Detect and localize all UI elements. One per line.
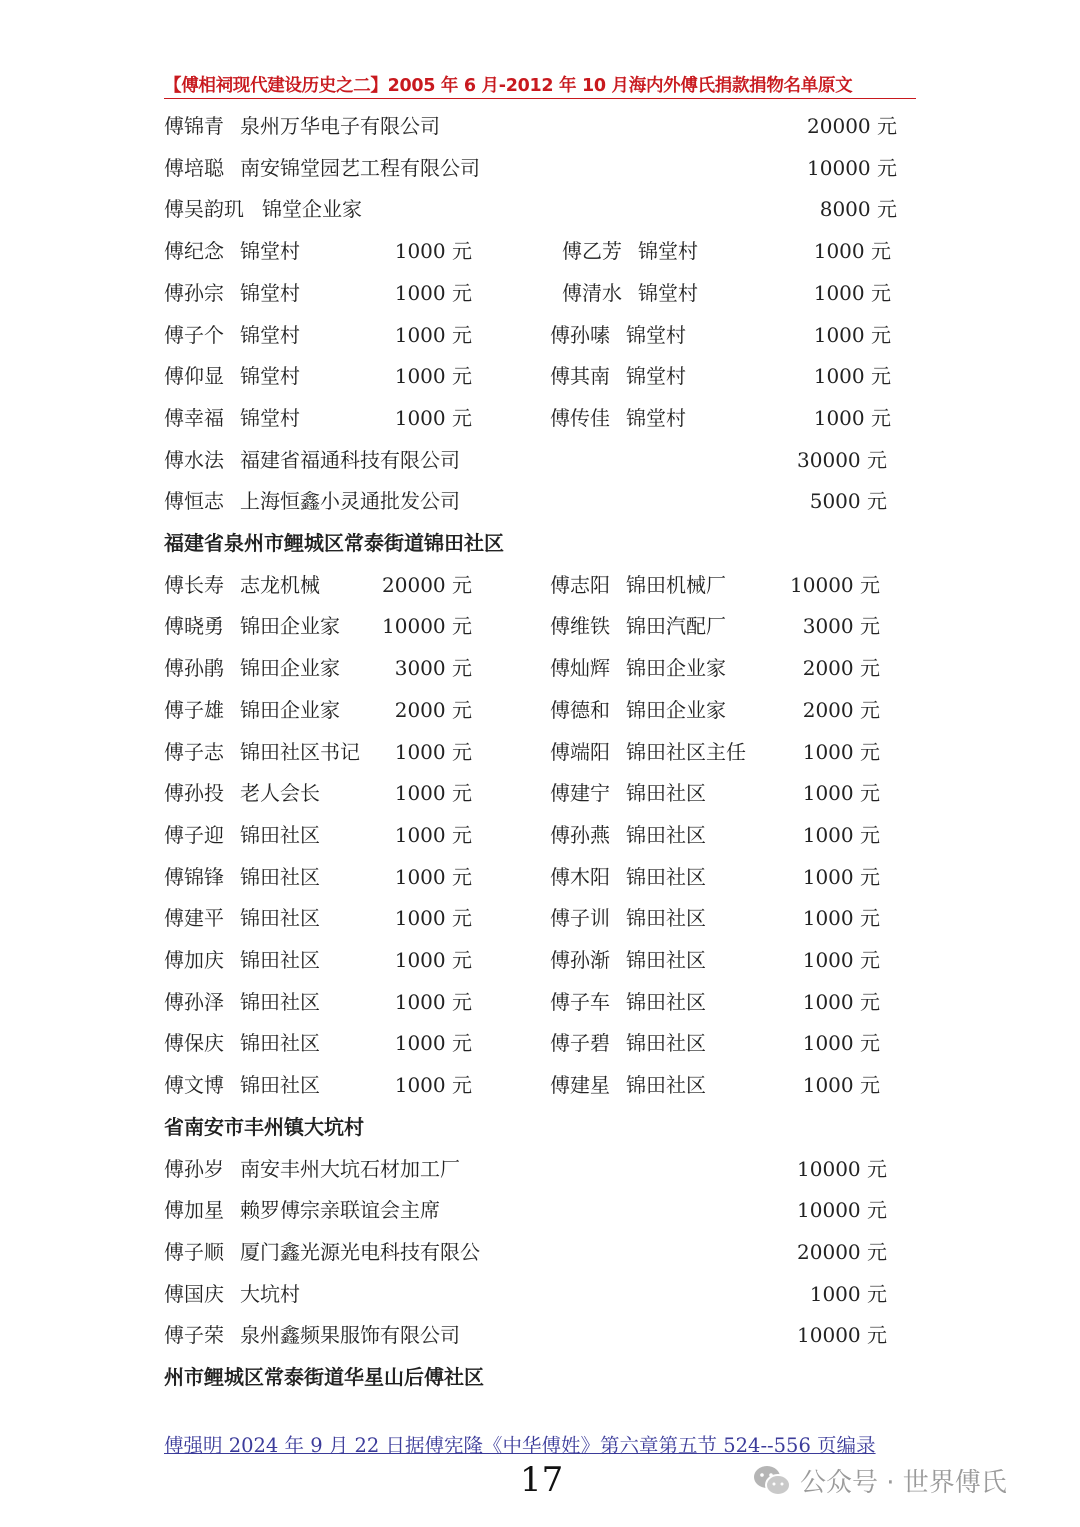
donor-name: 傅乙芳 (562, 239, 622, 264)
donor-row (0, 1190, 1080, 1230)
donor-affiliation: 锦堂村 (240, 322, 300, 347)
donor-row (0, 315, 1080, 355)
donor-affiliation: 泉州万华电子有限公司 (240, 114, 440, 138)
donor-name: 傅传佳 (550, 405, 610, 430)
donor-name: 傅锦锋 (164, 864, 224, 889)
donor-row (0, 857, 1080, 897)
donation-amount: 1000 元 (802, 1073, 880, 1098)
donor-affiliation: 锦田社区书记 (240, 739, 360, 764)
donor-name: 傅孙投 (164, 781, 224, 806)
donor-affiliation: 锦田汽配厂 (626, 614, 726, 639)
donor-name: 傅建星 (550, 1073, 610, 1098)
donor-row (0, 982, 1080, 1022)
donor-name: 傅子迎 (164, 822, 224, 847)
donor-name: 傅文博 (164, 1073, 224, 1098)
donor-row (0, 1315, 1080, 1355)
donor-row (0, 815, 1080, 855)
donor-row (0, 148, 1080, 188)
donor-affiliation: 赖罗傅宗亲联谊会主席 (240, 1198, 440, 1223)
donor-row (0, 1274, 1080, 1314)
donation-amount: 1000 元 (802, 822, 880, 847)
donor-affiliation: 泉州鑫频果服饰有限公司 (240, 1323, 460, 1348)
donor-affiliation: 锦田企业家 (240, 614, 340, 639)
donation-amount: 20000 元 (797, 1239, 887, 1264)
donation-amount: 1000 元 (394, 1031, 472, 1056)
donor-name: 傅孙鹃 (164, 656, 224, 681)
donation-amount: 1000 元 (813, 364, 891, 389)
donor-row (0, 606, 1080, 646)
donor-affiliation: 锦堂村 (638, 280, 698, 305)
donor-name: 傅孙嗉 (550, 322, 610, 347)
donor-name: 傅长寿 (164, 572, 224, 597)
donor-affiliation: 锦堂村 (626, 364, 686, 389)
donor-affiliation: 锦田社区 (626, 948, 706, 972)
document-title: 【傅相祠现代建设历史之二】2005 年 6 月-2012 年 10 月海内外傅氏捐款捐物名单原文 (164, 74, 916, 99)
donor-affiliation: 锦田企业家 (626, 697, 726, 722)
donor-affiliation: 南安丰州大坑石材加工厂 (240, 1156, 460, 1181)
donor-affiliation: 锦田机械厂 (626, 572, 726, 597)
donor-affiliation: 锦堂村 (626, 322, 686, 347)
donor-affiliation: 锦田社区 (240, 989, 320, 1014)
donor-name: 傅加庆 (164, 948, 224, 972)
donor-affiliation: 锦田企业家 (240, 697, 340, 722)
donor-affiliation: 锦堂村 (638, 239, 698, 264)
donor-name: 傅灿辉 (550, 656, 610, 681)
donor-row (0, 231, 1080, 271)
donor-name: 傅国庆 (164, 1281, 224, 1306)
donation-amount: 1000 元 (802, 948, 880, 972)
donation-amount: 10000 元 (797, 1323, 887, 1348)
donor-affiliation: 锦田社区 (626, 864, 706, 889)
donor-name: 傅子荣 (164, 1323, 224, 1348)
donation-amount: 2000 元 (802, 656, 880, 681)
donor-affiliation: 锦田社区 (240, 1031, 320, 1056)
donor-name: 傅子雄 (164, 697, 224, 722)
donation-amount: 1000 元 (809, 1281, 887, 1306)
donor-name: 傅子车 (550, 989, 610, 1014)
donor-name: 傅幸福 (164, 405, 224, 430)
donor-row (0, 1065, 1080, 1105)
donor-row (0, 481, 1080, 521)
donor-name: 傅德和 (550, 697, 610, 722)
donation-amount: 10000 元 (797, 1198, 887, 1223)
donor-affiliation: 锦田社区 (626, 906, 706, 931)
donation-amount: 1000 元 (813, 405, 891, 430)
donor-name: 傅子个 (164, 322, 224, 347)
donor-name: 傅孙燕 (550, 822, 610, 847)
donor-affiliation: 锦田社区 (626, 781, 706, 806)
donor-affiliation: 厦门鑫光源光电科技有限公 (240, 1239, 480, 1264)
donation-amount: 3000 元 (802, 614, 880, 639)
donor-row (0, 1232, 1080, 1272)
donor-affiliation: 南安锦堂园艺工程有限公司 (240, 155, 480, 180)
donor-name: 傅水法 (164, 447, 224, 472)
donor-row (0, 440, 1080, 480)
donor-row (0, 356, 1080, 396)
source-note-link[interactable]: 傅强明 2024 年 9 月 22 日据傅宪隆《中华傅姓》第六章第五节 524--556 页编录 (164, 1434, 876, 1457)
donor-affiliation: 锦田企业家 (626, 656, 726, 681)
section-heading: 州市鲤城区常泰街道华星山后傅社区 (164, 1365, 484, 1389)
donor-name: 傅端阳 (550, 739, 610, 764)
donor-name: 傅孙岁 (164, 1156, 224, 1181)
donor-affiliation: 锦堂村 (626, 405, 686, 430)
donor-affiliation: 福建省福通科技有限公司 (240, 447, 460, 472)
donor-affiliation: 老人会长 (240, 781, 320, 806)
watermark (752, 1462, 1007, 1499)
donation-amount: 1000 元 (394, 239, 472, 264)
donor-affiliation: 锦堂企业家 (262, 197, 362, 222)
donor-name: 傅保庆 (164, 1031, 224, 1056)
donation-amount: 10000 元 (382, 614, 472, 639)
donor-affiliation: 锦田社区 (626, 1031, 706, 1056)
page-number: 17 (520, 1460, 564, 1500)
donor-name: 傅孙渐 (550, 948, 610, 972)
donor-row (0, 273, 1080, 313)
donor-name: 傅纪念 (164, 239, 224, 264)
donation-amount: 1000 元 (394, 322, 472, 347)
donor-row (0, 565, 1080, 605)
donor-affiliation: 锦田社区 (240, 948, 320, 972)
donation-amount: 1000 元 (394, 864, 472, 889)
donor-name: 傅子志 (164, 739, 224, 764)
donor-name: 傅吴韵玑 (164, 197, 244, 222)
donor-name: 傅仰显 (164, 364, 224, 389)
donor-name: 傅建宁 (550, 781, 610, 806)
donor-name: 傅晓勇 (164, 614, 224, 639)
donation-amount: 1000 元 (813, 280, 891, 305)
wechat-icon (752, 1464, 792, 1498)
donor-affiliation: 锦田社区 (626, 989, 706, 1014)
watermark-text: 公众号 · 世界傅氏 (800, 1468, 1007, 1498)
donor-name: 傅子碧 (550, 1031, 610, 1056)
donation-amount: 20000 元 (382, 572, 472, 597)
donation-amount: 20000 元 (807, 114, 897, 138)
donation-amount: 30000 元 (797, 447, 887, 472)
donor-row (0, 106, 1080, 146)
donor-row (0, 773, 1080, 813)
donation-amount: 1000 元 (813, 322, 891, 347)
donation-amount: 2000 元 (802, 697, 880, 722)
donation-amount: 1000 元 (802, 739, 880, 764)
donor-name: 傅加星 (164, 1198, 224, 1223)
donor-affiliation: 锦田社区 (240, 864, 320, 889)
donor-affiliation: 锦田社区 (626, 822, 706, 847)
donor-name: 傅建平 (164, 906, 224, 931)
donation-amount: 10000 元 (790, 572, 880, 597)
section-heading: 福建省泉州市鲤城区常泰街道锦田社区 (164, 531, 504, 555)
donor-row (0, 898, 1080, 938)
donation-amount: 1000 元 (394, 739, 472, 764)
donor-row (0, 1023, 1080, 1063)
donor-affiliation: 锦堂村 (240, 405, 300, 430)
donor-name: 傅志阳 (550, 572, 610, 597)
donation-amount: 1000 元 (394, 1073, 472, 1098)
donation-amount: 1000 元 (802, 864, 880, 889)
donor-row (0, 648, 1080, 688)
donation-amount: 1000 元 (802, 906, 880, 931)
donor-name: 傅培聪 (164, 155, 224, 180)
donation-amount: 3000 元 (394, 656, 472, 681)
donor-row (0, 732, 1080, 772)
donor-affiliation: 大坑村 (240, 1281, 300, 1306)
donation-amount: 1000 元 (394, 364, 472, 389)
donor-affiliation: 锦田社区主任 (626, 739, 746, 764)
donation-amount: 1000 元 (813, 239, 891, 264)
donor-name: 傅木阳 (550, 864, 610, 889)
donation-amount: 10000 元 (797, 1156, 887, 1181)
donor-name: 傅锦青 (164, 114, 224, 138)
donor-name: 傅子顺 (164, 1239, 224, 1264)
donation-amount: 10000 元 (807, 155, 897, 180)
donation-amount: 1000 元 (394, 989, 472, 1014)
donation-amount: 5000 元 (809, 489, 887, 514)
donor-name: 傅孙泽 (164, 989, 224, 1014)
section-heading: 省南安市丰州镇大坑村 (164, 1114, 364, 1139)
donor-row (0, 940, 1080, 980)
donor-affiliation: 锦田社区 (626, 1073, 706, 1098)
donor-affiliation: 锦堂村 (240, 364, 300, 389)
donor-row (0, 189, 1080, 229)
donation-amount: 1000 元 (802, 1031, 880, 1056)
donation-amount: 1000 元 (394, 906, 472, 931)
donor-affiliation: 锦堂村 (240, 239, 300, 264)
donation-amount: 1000 元 (394, 280, 472, 305)
donor-affiliation: 锦堂村 (240, 280, 300, 305)
donation-amount: 1000 元 (802, 989, 880, 1014)
donor-affiliation: 上海恒鑫小灵通批发公司 (240, 489, 460, 514)
donor-row (0, 1149, 1080, 1189)
donation-amount: 8000 元 (819, 197, 897, 222)
donor-affiliation: 锦田社区 (240, 906, 320, 931)
donor-affiliation: 锦田企业家 (240, 656, 340, 681)
donor-row (0, 398, 1080, 438)
donor-affiliation: 志龙机械 (240, 572, 320, 597)
donation-amount: 1000 元 (394, 822, 472, 847)
donation-amount: 1000 元 (394, 948, 472, 972)
donor-name: 傅孙宗 (164, 280, 224, 305)
donation-amount: 1000 元 (394, 781, 472, 806)
donor-name: 傅其南 (550, 364, 610, 389)
donor-affiliation: 锦田社区 (240, 1073, 320, 1098)
donor-name: 傅恒志 (164, 489, 224, 514)
donor-name: 傅维铁 (550, 614, 610, 639)
donor-name: 傅清水 (562, 280, 622, 305)
donation-amount: 2000 元 (394, 697, 472, 722)
donor-name: 傅子训 (550, 906, 610, 931)
donation-amount: 1000 元 (394, 405, 472, 430)
donor-affiliation: 锦田社区 (240, 822, 320, 847)
donor-row (0, 690, 1080, 730)
donation-amount: 1000 元 (802, 781, 880, 806)
